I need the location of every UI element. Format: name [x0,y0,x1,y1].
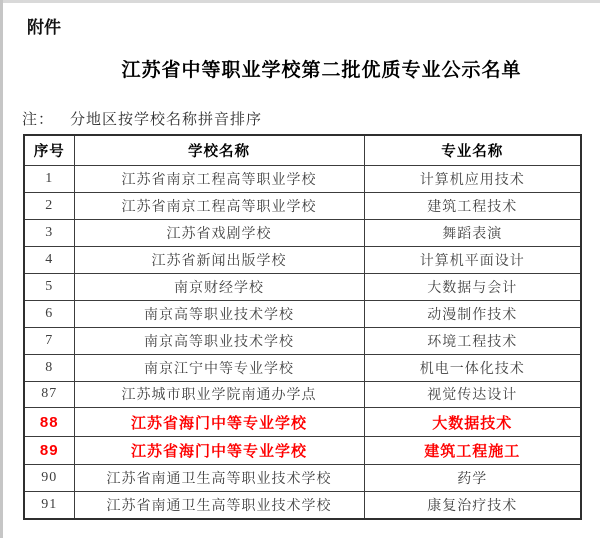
cell-school: 江苏省南京工程高等职业学校 [74,192,364,219]
table-row [24,300,581,327]
table-row-highlighted [24,408,581,436]
cell-no: 1 [24,166,74,193]
cell-no: 87 [24,381,74,408]
cell-no: 88 [24,408,74,436]
cell-no: 6 [24,300,74,327]
table-header-row [24,135,581,166]
cell-major: 康复治疗技术 [364,491,581,519]
note-text: 分地区按学校名称拼音排序 [70,112,263,128]
cell-school: 南京高等职业技术学校 [74,327,364,354]
cell-school: 南京财经学校 [74,273,364,300]
column-header-major: 专业名称 [364,135,581,166]
majors-table [23,134,582,520]
table-body [24,166,581,520]
cell-major: 大数据与会计 [364,273,581,300]
cell-no: 2 [24,192,74,219]
note-label: 注： [22,112,55,128]
attachment-label: 附件 [27,18,61,37]
column-header-school: 学校名称 [74,135,364,166]
table-row [24,381,581,408]
cell-major: 药学 [364,464,581,491]
cell-school: 江苏省海门中等专业学校 [74,436,364,464]
cell-school: 江苏省南通卫生高等职业技术学校 [74,464,364,491]
cell-school: 江苏省戏剧学校 [74,219,364,246]
cell-major: 机电一体化技术 [364,354,581,381]
cell-school: 南京江宁中等专业学校 [74,354,364,381]
table-row [24,354,581,381]
scan-edge-left [0,0,3,538]
cell-no: 91 [24,491,74,519]
cell-major: 大数据技术 [364,408,581,436]
cell-major: 环境工程技术 [364,327,581,354]
cell-major: 视觉传达设计 [364,381,581,408]
table-row [24,327,581,354]
cell-no: 5 [24,273,74,300]
table-row [24,273,581,300]
cell-school: 南京高等职业技术学校 [74,300,364,327]
cell-major: 建筑工程施工 [364,436,581,464]
cell-no: 90 [24,464,74,491]
column-header-no: 序号 [24,135,74,166]
cell-school: 江苏省海门中等专业学校 [74,408,364,436]
table-row [24,219,581,246]
scan-edge-top [0,0,600,3]
table-row [24,166,581,193]
cell-school: 江苏城市职业学院南通办学点 [74,381,364,408]
page-title: 江苏省中等职业学校第二批优质专业公示名单 [121,60,522,81]
cell-no: 3 [24,219,74,246]
cell-major: 计算机应用技术 [364,166,581,193]
cell-major: 动漫制作技术 [364,300,581,327]
cell-major: 建筑工程技术 [364,192,581,219]
cell-major: 计算机平面设计 [364,246,581,273]
table-row [24,192,581,219]
table-row [24,246,581,273]
cell-school: 江苏省南通卫生高等职业技术学校 [74,491,364,519]
cell-school: 江苏省南京工程高等职业学校 [74,166,364,193]
cell-school: 江苏省新闻出版学校 [74,246,364,273]
cell-no: 4 [24,246,74,273]
table-row [24,464,581,491]
table-row-highlighted [24,436,581,464]
cell-no: 8 [24,354,74,381]
table-row [24,491,581,519]
cell-no: 7 [24,327,74,354]
cell-major: 舞蹈表演 [364,219,581,246]
note-line [22,108,262,129]
cell-no: 89 [24,436,74,464]
